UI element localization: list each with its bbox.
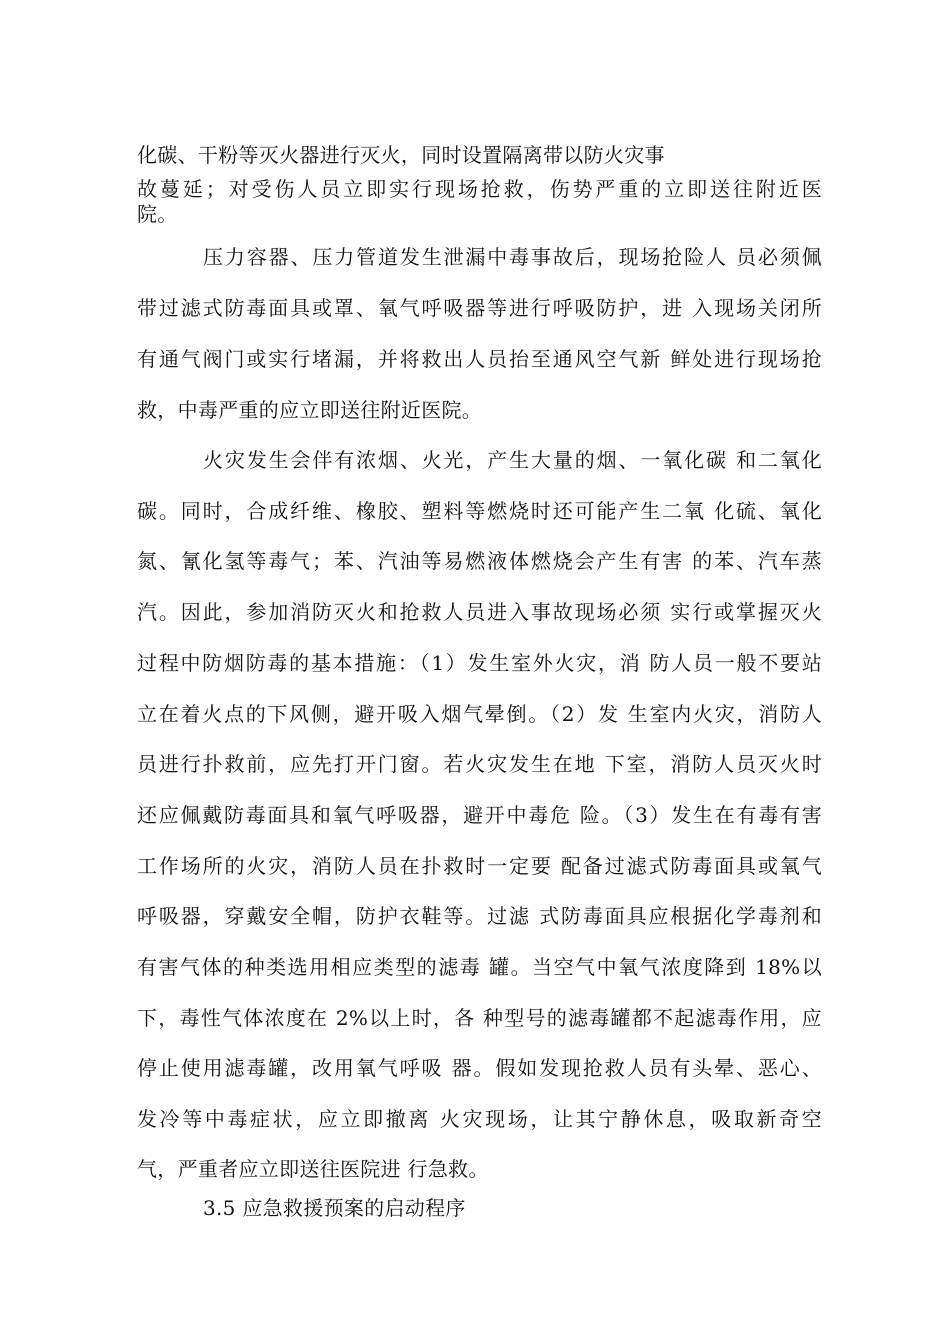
text-line: 压力容器、压力管道发生泄漏中毒事故后，现场抢险人 员必须佩 xyxy=(203,245,822,269)
text-line: 带过滤式防毒面具或罩、氧气呼吸器等进行呼吸防护，进 入现场关闭所 xyxy=(137,296,822,320)
text-line: 火灾发生会伴有浓烟、火光，产生大量的烟、一氧化碳 和二氧化 xyxy=(203,448,822,472)
text-line: 碳。同时，合成纤维、橡胶、塑料等燃烧时还可能产生二氧 化硫、氧化 xyxy=(137,499,822,523)
text-line: 呼吸器，穿戴安全帽，防护衣鞋等。过滤 式防毒面具应根据化学毒剂和 xyxy=(137,904,822,928)
section-heading: 3.5 应急救援预案的启动程序 xyxy=(203,1196,466,1220)
text-line: 气，严重者应立即送往医院进 行急救。 xyxy=(137,1157,489,1181)
text-line: 有害气体的种类选用相应类型的滤毒 罐。当空气中氧气浓度降到 18%以 xyxy=(137,955,822,979)
text-line: 氮、氰化氢等毒气；苯、汽油等易燃液体燃烧会产生有害 的苯、汽车蒸 xyxy=(137,549,822,573)
text-line: 立在着火点的下风侧，避开吸入烟气晕倒。（2）发 生室内火灾，消防人 xyxy=(137,702,822,726)
text-line: 过程中防烟防毒的基本措施：（1）发生室外火灾，消 防人员一般不要站 xyxy=(137,651,822,675)
text-line: 汽。因此，参加消防灭火和抢救人员进入事故现场必须 实行或掌握灭火 xyxy=(137,600,822,624)
text-line: 救，中毒严重的应立即送往附近医院。 xyxy=(137,398,483,422)
text-line: 下，毒性气体浓度在 2%以上时，各 种型号的滤毒罐都不起滤毒作用，应 xyxy=(137,1006,822,1030)
text-line: 停止使用滤毒罐，改用氧气呼吸 器。假如发现抢救人员有头晕、恶心、 xyxy=(137,1056,822,1080)
text-line: 发冷等中毒症状，应立即撤离 火灾现场，让其宁静休息，吸取新奇空 xyxy=(137,1107,822,1131)
text-line: 还应佩戴防毒面具和氧气呼吸器，避开中毒危 险。（3）发生在有毒有害 xyxy=(137,803,822,827)
text-line: 员进行扑救前，应先打开门窗。若火灾发生在地 下室，消防人员灭火时 xyxy=(137,752,822,776)
text-line: 工作场所的火灾，消防人员在扑救时一定要 配备过滤式防毒面具或氧气 xyxy=(137,854,822,878)
text-line: 有通气阀门或实行堵漏，并将救出人员抬至通风空气新 鲜处进行现场抢 xyxy=(137,347,822,371)
text-line: 化碳、干粉等灭火器进行灭火，同时设置隔离带以防火灾事 xyxy=(137,143,665,167)
text-line: 故蔓延；对受伤人员立即实行现场抢救，伤势严重的立即送往附近医 xyxy=(137,177,822,201)
text-line: 院。 xyxy=(137,202,178,226)
